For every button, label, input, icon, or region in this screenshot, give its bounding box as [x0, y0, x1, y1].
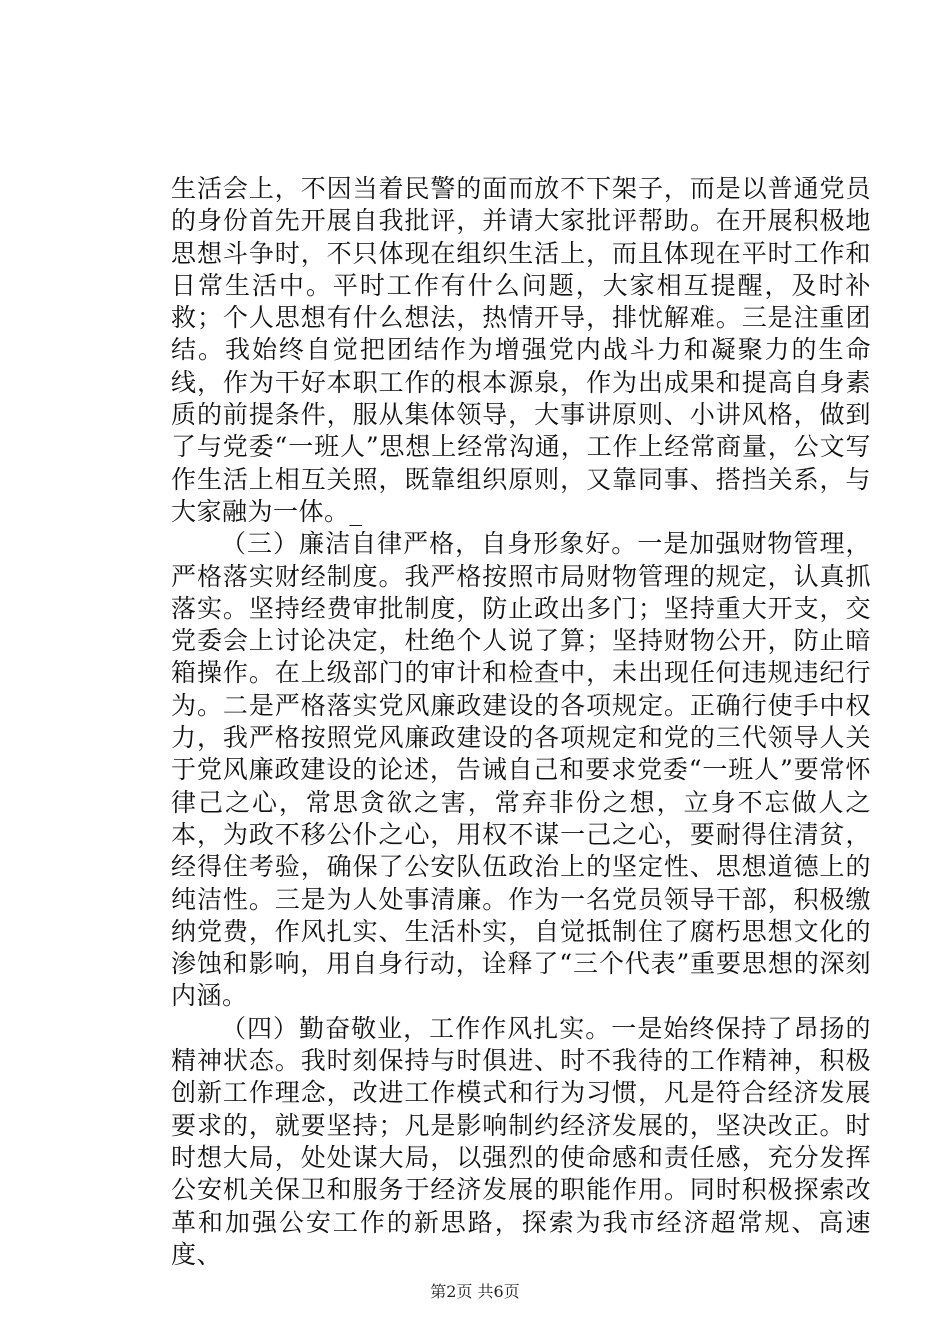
page-footer: 第2页 共6页 [430, 1282, 520, 1301]
paragraph-1: 生活会上，不因当着民警的面而放不下架子，而是以普通党员的身份首先开展自我批评，并请大家批评帮助。在开展积极地思想斗争时，不只体现在组织生活上，而且体现在平时工作和日常生活中。平时工作有什么问题，大家相互提醒，及时补救；个人思想有什么想法，热情开导，排忧解难。三是注重团结。我始终自觉把团结作为增强党内战斗力和凝聚力的生命线，作为干好本职工作的根本源泉，作为出成果和提高自身素质的前提条件，服从集体领导，大事讲原则、小讲风格，做到了与党委“一班人”思想上经常沟通，工作上经常商量，公文写作生活上相互关照，既靠组织原则，又靠同事、搭挡关系，与大家融为一体。_ [171, 174, 871, 526]
paragraph-3: （四）勤奋敬业，工作作风扎实。一是始终保持了昂扬的精神状态。我时刻保持与时俱进、时不我待的工作精神，积极创新工作理念，改进工作模式和行为习惯，凡是符合经济发展要求的，就要坚持；凡是影响制约经济发展的，坚决改正。时时想大局，处处谋大局，以强烈的使命感和责任感，充分发挥公安机关保卫和服务于经济发展的职能作用。同时积极探索改革和加强公安工作的新思路，探索为我市经济超常规、高速度、 [171, 1013, 871, 1269]
paragraph-2: （三）廉洁自律严格，自身形象好。一是加强财物管理，严格落实财经制度。我严格按照市局财物管理的规定，认真抓落实。坚持经费审批制度，防止政出多门；坚持重大开支，交党委会上讨论决定，杜绝个人说了算；坚持财物公开，防止暗箱操作。在上级部门的审计和检查中，未出现任何违规违纪行为。二是严格落实党风廉政建设的各项规定。正确行使手中权力，我严格按照党风廉政建设的各项规定和党的三代领导人关于党风廉政建设的论述，告诫自己和要求党委“一班人”要常怀律己之心，常思贪欲之害，常弃非份之想，立身不忘做人之本，为政不移公仆之心，用权不谋一己之心，要耐得住清贫，经得住考验，确保了公安队伍政治上的坚定性、思想道德上的纯洁性。三是为人处事清廉。作为一名党员领导干部，积极缴纳党费，作风扎实、生活朴实，自觉抵制住了腐朽思想文化的渗蚀和影响，用自身行动，诠释了“三个代表”重要思想的深刻内涵。 [171, 529, 871, 1011]
body-text [171, 173, 871, 1271]
